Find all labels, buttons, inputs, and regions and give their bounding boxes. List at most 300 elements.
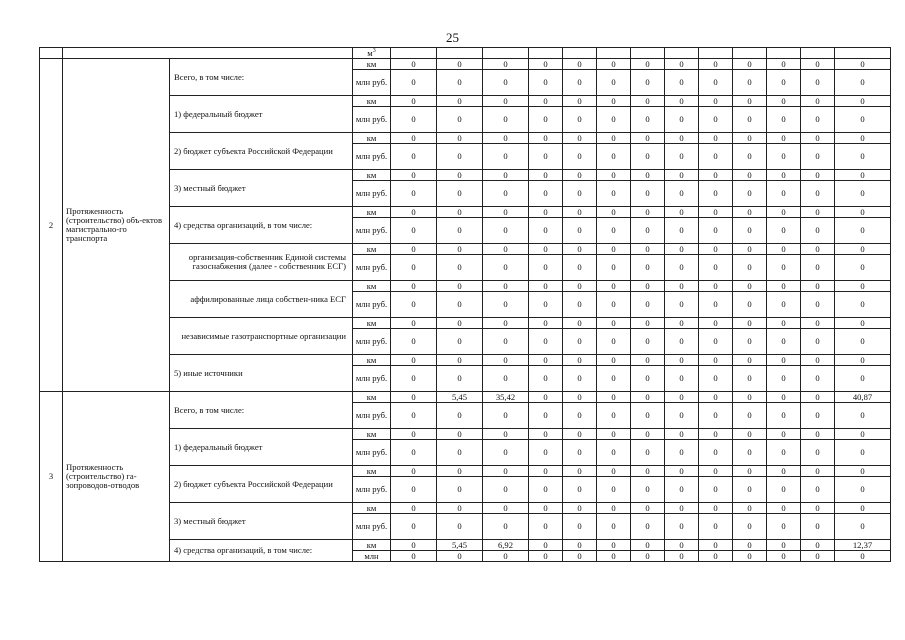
table-row bbox=[40, 59, 891, 70]
value-cell: 0 bbox=[767, 429, 801, 440]
value-cell: 0 bbox=[733, 170, 767, 181]
value-cell: 0 bbox=[391, 440, 437, 466]
value-cell: 0 bbox=[483, 107, 529, 133]
value-cell: 0 bbox=[733, 144, 767, 170]
value-cell: 0 bbox=[529, 403, 563, 429]
value-cell: 0 bbox=[801, 96, 835, 107]
value-cell: 0 bbox=[483, 355, 529, 366]
value-cell: 0 bbox=[597, 514, 631, 540]
value-cell: 0 bbox=[767, 244, 801, 255]
value-cell: 0 bbox=[437, 366, 483, 392]
value-cell: 0 bbox=[733, 318, 767, 329]
unit-mln-rub: млн руб. bbox=[353, 218, 391, 244]
value-cell: 0 bbox=[391, 551, 437, 562]
value-cell: 0 bbox=[483, 477, 529, 503]
value-cell: 0 bbox=[801, 355, 835, 366]
value-cell: 0 bbox=[391, 477, 437, 503]
value-cell: 0 bbox=[767, 318, 801, 329]
value-cell: 0 bbox=[597, 355, 631, 366]
value-cell: 0 bbox=[563, 392, 597, 403]
value-cell: 6,92 bbox=[483, 540, 529, 551]
value-cell: 0 bbox=[801, 218, 835, 244]
value-cell: 0 bbox=[665, 366, 699, 392]
value-cell: 0 bbox=[597, 366, 631, 392]
value-cell: 0 bbox=[835, 107, 891, 133]
value-cell: 0 bbox=[597, 59, 631, 70]
value-cell: 0 bbox=[483, 503, 529, 514]
value-cell: 0 bbox=[529, 329, 563, 355]
value-cell: 0 bbox=[391, 59, 437, 70]
header-value-cell bbox=[665, 48, 699, 59]
value-cell: 0 bbox=[597, 477, 631, 503]
value-cell: 0 bbox=[767, 514, 801, 540]
value-cell: 0 bbox=[699, 170, 733, 181]
value-cell: 0 bbox=[767, 144, 801, 170]
value-cell: 0 bbox=[767, 133, 801, 144]
unit-km: км bbox=[353, 466, 391, 477]
value-cell: 0 bbox=[563, 514, 597, 540]
value-cell: 0 bbox=[483, 218, 529, 244]
value-cell: 0 bbox=[699, 551, 733, 562]
value-cell: 0 bbox=[597, 107, 631, 133]
value-cell: 0 bbox=[391, 144, 437, 170]
value-cell: 0 bbox=[631, 477, 665, 503]
value-cell: 0 bbox=[563, 107, 597, 133]
value-cell: 0 bbox=[801, 207, 835, 218]
value-cell: 0 bbox=[835, 96, 891, 107]
value-cell: 0 bbox=[665, 181, 699, 207]
value-cell: 0 bbox=[529, 181, 563, 207]
value-cell: 0 bbox=[437, 59, 483, 70]
value-cell: 0 bbox=[563, 366, 597, 392]
value-cell: 0 bbox=[391, 281, 437, 292]
value-cell: 0 bbox=[391, 318, 437, 329]
value-cell: 0 bbox=[835, 355, 891, 366]
value-cell: 0 bbox=[563, 70, 597, 96]
value-cell: 0 bbox=[437, 503, 483, 514]
value-cell: 0 bbox=[437, 181, 483, 207]
value-cell: 0 bbox=[767, 59, 801, 70]
value-cell: 0 bbox=[733, 96, 767, 107]
value-cell: 0 bbox=[733, 244, 767, 255]
value-cell: 0 bbox=[483, 133, 529, 144]
header-value-cell bbox=[483, 48, 529, 59]
header-row bbox=[40, 48, 891, 59]
funding-source: организация-собственник Единой системы газоснабжения (далее - собственник ЕСГ) bbox=[170, 244, 353, 281]
value-cell: 0 bbox=[483, 255, 529, 281]
value-cell: 0 bbox=[699, 144, 733, 170]
value-cell: 0 bbox=[529, 255, 563, 281]
value-cell: 0 bbox=[835, 292, 891, 318]
value-cell: 0 bbox=[483, 144, 529, 170]
value-cell: 0 bbox=[437, 281, 483, 292]
value-cell: 0 bbox=[767, 329, 801, 355]
value-cell: 0 bbox=[835, 466, 891, 477]
value-cell: 0 bbox=[733, 355, 767, 366]
value-cell: 0 bbox=[699, 181, 733, 207]
value-cell: 0 bbox=[835, 218, 891, 244]
value-cell: 0 bbox=[391, 355, 437, 366]
value-cell: 0 bbox=[437, 244, 483, 255]
header-unit-label: м bbox=[367, 47, 373, 58]
value-cell: 0 bbox=[699, 244, 733, 255]
value-cell: 0 bbox=[801, 181, 835, 207]
value-cell: 0 bbox=[733, 133, 767, 144]
value-cell: 0 bbox=[597, 392, 631, 403]
value-cell: 0 bbox=[733, 551, 767, 562]
value-cell: 0 bbox=[437, 207, 483, 218]
value-cell: 0 bbox=[437, 107, 483, 133]
header-value-cell bbox=[733, 48, 767, 59]
header-cell-indicator bbox=[63, 48, 353, 59]
value-cell: 0 bbox=[733, 70, 767, 96]
value-cell: 0 bbox=[835, 503, 891, 514]
funding-source: 1) федеральный бюджет bbox=[170, 429, 353, 466]
value-cell: 0 bbox=[801, 244, 835, 255]
value-cell: 0 bbox=[699, 503, 733, 514]
value-cell: 0 bbox=[529, 429, 563, 440]
value-cell: 0 bbox=[767, 551, 801, 562]
value-cell: 40,87 bbox=[835, 392, 891, 403]
value-cell: 0 bbox=[665, 96, 699, 107]
value-cell: 0 bbox=[597, 281, 631, 292]
value-cell: 0 bbox=[631, 514, 665, 540]
value-cell: 0 bbox=[665, 318, 699, 329]
value-cell: 0 bbox=[733, 207, 767, 218]
unit-mln-rub: млн руб. bbox=[353, 440, 391, 466]
value-cell: 0 bbox=[665, 551, 699, 562]
value-cell: 0 bbox=[597, 170, 631, 181]
value-cell: 0 bbox=[733, 329, 767, 355]
value-cell: 0 bbox=[665, 144, 699, 170]
value-cell: 0 bbox=[563, 540, 597, 551]
value-cell: 0 bbox=[437, 255, 483, 281]
unit-mln-rub: млн руб. bbox=[353, 255, 391, 281]
value-cell: 0 bbox=[665, 107, 699, 133]
value-cell: 0 bbox=[733, 181, 767, 207]
value-cell: 0 bbox=[733, 107, 767, 133]
value-cell: 0 bbox=[597, 540, 631, 551]
header-unit-superscript: 3 bbox=[372, 47, 376, 54]
value-cell: 0 bbox=[801, 318, 835, 329]
value-cell: 0 bbox=[631, 59, 665, 70]
value-cell: 0 bbox=[699, 366, 733, 392]
value-cell: 0 bbox=[529, 59, 563, 70]
value-cell: 0 bbox=[631, 144, 665, 170]
unit-mln-rub: млн руб. bbox=[353, 70, 391, 96]
value-cell: 0 bbox=[631, 292, 665, 318]
value-cell: 0 bbox=[391, 218, 437, 244]
funding-source: Всего, в том числе: bbox=[170, 392, 353, 429]
value-cell: 0 bbox=[835, 514, 891, 540]
value-cell: 0 bbox=[665, 540, 699, 551]
value-cell: 0 bbox=[733, 255, 767, 281]
value-cell: 0 bbox=[597, 133, 631, 144]
value-cell: 0 bbox=[483, 366, 529, 392]
value-cell: 0 bbox=[835, 70, 891, 96]
value-cell: 0 bbox=[835, 429, 891, 440]
unit-km: км bbox=[353, 392, 391, 403]
value-cell: 0 bbox=[631, 466, 665, 477]
value-cell: 0 bbox=[699, 133, 733, 144]
value-cell: 0 bbox=[563, 133, 597, 144]
value-cell: 0 bbox=[801, 503, 835, 514]
value-cell: 0 bbox=[835, 403, 891, 429]
value-cell: 0 bbox=[733, 59, 767, 70]
funding-source: аффилированные лица собствен-ника ЕСГ bbox=[170, 281, 353, 318]
value-cell: 0 bbox=[665, 244, 699, 255]
value-cell: 0 bbox=[437, 429, 483, 440]
value-cell: 0 bbox=[665, 355, 699, 366]
value-cell: 0 bbox=[699, 540, 733, 551]
value-cell: 0 bbox=[801, 551, 835, 562]
funding-source: независимые газотранспортные организации bbox=[170, 318, 353, 355]
header-value-cell bbox=[391, 48, 437, 59]
unit-mln bbox=[353, 551, 391, 562]
value-cell: 0 bbox=[483, 207, 529, 218]
value-cell: 0 bbox=[631, 181, 665, 207]
value-cell: 0 bbox=[391, 514, 437, 540]
value-cell: 0 bbox=[767, 477, 801, 503]
value-cell: 0 bbox=[563, 244, 597, 255]
value-cell: 0 bbox=[801, 429, 835, 440]
unit-mln-label: млн bbox=[364, 550, 379, 561]
unit-km: км bbox=[353, 96, 391, 107]
value-cell: 0 bbox=[631, 96, 665, 107]
value-cell: 0 bbox=[597, 551, 631, 562]
value-cell: 0 bbox=[597, 292, 631, 318]
value-cell: 0 bbox=[597, 96, 631, 107]
funding-source: 2) бюджет субъекта Российской Федерации bbox=[170, 133, 353, 170]
value-cell: 0 bbox=[437, 318, 483, 329]
value-cell: 0 bbox=[597, 503, 631, 514]
header-value-cell bbox=[767, 48, 801, 59]
value-cell: 0 bbox=[665, 133, 699, 144]
value-cell: 0 bbox=[801, 170, 835, 181]
value-cell: 0 bbox=[437, 403, 483, 429]
value-cell: 0 bbox=[437, 514, 483, 540]
value-cell: 0 bbox=[391, 540, 437, 551]
value-cell: 0 bbox=[529, 292, 563, 318]
value-cell: 0 bbox=[733, 503, 767, 514]
value-cell: 0 bbox=[835, 255, 891, 281]
value-cell: 0 bbox=[801, 255, 835, 281]
value-cell: 0 bbox=[437, 329, 483, 355]
value-cell: 0 bbox=[597, 218, 631, 244]
value-cell: 0 bbox=[563, 551, 597, 562]
value-cell: 0 bbox=[563, 329, 597, 355]
unit-km: км bbox=[353, 540, 391, 551]
value-cell: 0 bbox=[437, 466, 483, 477]
value-cell: 5,45 bbox=[437, 540, 483, 551]
value-cell: 0 bbox=[391, 403, 437, 429]
value-cell: 0 bbox=[665, 392, 699, 403]
value-cell: 0 bbox=[665, 514, 699, 540]
value-cell: 0 bbox=[631, 392, 665, 403]
value-cell: 0 bbox=[631, 170, 665, 181]
value-cell: 0 bbox=[835, 318, 891, 329]
value-cell: 0 bbox=[529, 244, 563, 255]
value-cell: 0 bbox=[437, 218, 483, 244]
value-cell: 0 bbox=[733, 440, 767, 466]
value-cell: 12,37 bbox=[835, 540, 891, 551]
value-cell: 0 bbox=[767, 255, 801, 281]
page-number: 25 bbox=[446, 30, 459, 45]
value-cell: 0 bbox=[483, 244, 529, 255]
value-cell: 0 bbox=[391, 429, 437, 440]
header-value-cell bbox=[631, 48, 665, 59]
unit-km: км bbox=[353, 318, 391, 329]
value-cell: 0 bbox=[391, 466, 437, 477]
value-cell: 0 bbox=[529, 366, 563, 392]
value-cell: 0 bbox=[483, 181, 529, 207]
value-cell: 0 bbox=[563, 466, 597, 477]
value-cell: 0 bbox=[699, 355, 733, 366]
header-value-cell bbox=[529, 48, 563, 59]
value-cell: 0 bbox=[529, 551, 563, 562]
value-cell: 0 bbox=[801, 540, 835, 551]
value-cell: 0 bbox=[665, 281, 699, 292]
value-cell: 0 bbox=[835, 281, 891, 292]
value-cell: 0 bbox=[767, 281, 801, 292]
value-cell: 0 bbox=[483, 329, 529, 355]
value-cell: 0 bbox=[631, 366, 665, 392]
value-cell: 0 bbox=[699, 207, 733, 218]
value-cell: 0 bbox=[597, 207, 631, 218]
value-cell: 0 bbox=[597, 255, 631, 281]
header-value-cell bbox=[801, 48, 835, 59]
value-cell: 0 bbox=[835, 207, 891, 218]
value-cell: 0 bbox=[767, 207, 801, 218]
value-cell: 0 bbox=[835, 59, 891, 70]
value-cell: 0 bbox=[631, 355, 665, 366]
value-cell: 0 bbox=[733, 429, 767, 440]
value-cell: 0 bbox=[529, 170, 563, 181]
value-cell: 0 bbox=[563, 281, 597, 292]
value-cell: 0 bbox=[563, 207, 597, 218]
value-cell: 0 bbox=[437, 70, 483, 96]
value-cell: 0 bbox=[835, 440, 891, 466]
value-cell: 0 bbox=[597, 329, 631, 355]
value-cell: 0 bbox=[483, 170, 529, 181]
value-cell: 0 bbox=[529, 355, 563, 366]
value-cell: 5,45 bbox=[437, 392, 483, 403]
value-cell: 0 bbox=[391, 181, 437, 207]
indicator-name: Протяженность (строительство) га-зопроводов-отводов bbox=[63, 392, 170, 562]
value-cell: 0 bbox=[767, 96, 801, 107]
value-cell: 0 bbox=[733, 540, 767, 551]
funding-source: 4) средства организаций, в том числе: bbox=[170, 207, 353, 244]
value-cell: 0 bbox=[563, 96, 597, 107]
value-cell: 0 bbox=[733, 281, 767, 292]
value-cell: 0 bbox=[391, 503, 437, 514]
funding-source: 4) средства организаций, в том числе: bbox=[170, 540, 353, 562]
value-cell: 0 bbox=[767, 107, 801, 133]
header-cell-no bbox=[40, 48, 63, 59]
value-cell: 0 bbox=[563, 144, 597, 170]
value-cell: 0 bbox=[835, 170, 891, 181]
unit-mln-rub: млн руб. bbox=[353, 292, 391, 318]
value-cell: 0 bbox=[733, 218, 767, 244]
header-value-cell bbox=[597, 48, 631, 59]
value-cell: 0 bbox=[699, 318, 733, 329]
funding-source: Всего, в том числе: bbox=[170, 59, 353, 96]
value-cell: 0 bbox=[767, 503, 801, 514]
value-cell: 0 bbox=[483, 403, 529, 429]
value-cell: 0 bbox=[483, 466, 529, 477]
value-cell: 0 bbox=[437, 551, 483, 562]
value-cell: 0 bbox=[529, 133, 563, 144]
value-cell: 0 bbox=[529, 218, 563, 244]
value-cell: 0 bbox=[483, 429, 529, 440]
value-cell: 0 bbox=[801, 70, 835, 96]
value-cell: 0 bbox=[767, 181, 801, 207]
unit-km: км bbox=[353, 503, 391, 514]
value-cell: 0 bbox=[563, 355, 597, 366]
value-cell: 0 bbox=[483, 292, 529, 318]
value-cell: 0 bbox=[699, 218, 733, 244]
unit-mln-rub: млн руб. bbox=[353, 514, 391, 540]
value-cell: 35,42 bbox=[483, 392, 529, 403]
value-cell: 0 bbox=[391, 292, 437, 318]
value-cell: 0 bbox=[563, 503, 597, 514]
value-cell: 0 bbox=[563, 181, 597, 207]
value-cell: 0 bbox=[529, 440, 563, 466]
unit-mln-rub: млн руб. bbox=[353, 329, 391, 355]
value-cell: 0 bbox=[563, 477, 597, 503]
value-cell: 0 bbox=[529, 70, 563, 96]
value-cell: 0 bbox=[529, 207, 563, 218]
value-cell: 0 bbox=[391, 133, 437, 144]
value-cell: 0 bbox=[835, 144, 891, 170]
value-cell: 0 bbox=[563, 255, 597, 281]
budget-table bbox=[39, 47, 891, 562]
value-cell: 0 bbox=[767, 540, 801, 551]
value-cell: 0 bbox=[391, 170, 437, 181]
value-cell: 0 bbox=[699, 514, 733, 540]
value-cell: 0 bbox=[733, 477, 767, 503]
value-cell: 0 bbox=[631, 329, 665, 355]
value-cell: 0 bbox=[391, 255, 437, 281]
value-cell: 0 bbox=[597, 144, 631, 170]
value-cell: 0 bbox=[801, 329, 835, 355]
value-cell: 0 bbox=[529, 96, 563, 107]
value-cell: 0 bbox=[767, 366, 801, 392]
value-cell: 0 bbox=[597, 244, 631, 255]
value-cell: 0 bbox=[563, 292, 597, 318]
value-cell: 0 bbox=[597, 466, 631, 477]
value-cell: 0 bbox=[767, 355, 801, 366]
value-cell: 0 bbox=[733, 403, 767, 429]
value-cell: 0 bbox=[631, 429, 665, 440]
value-cell: 0 bbox=[483, 281, 529, 292]
indicator-name: Протяженность (строительство) объ-ектов магистрально-го транспорта bbox=[63, 59, 170, 392]
value-cell: 0 bbox=[835, 551, 891, 562]
value-cell: 0 bbox=[631, 107, 665, 133]
table-row bbox=[40, 392, 891, 403]
value-cell: 0 bbox=[767, 292, 801, 318]
row-number: 2 bbox=[40, 59, 63, 392]
unit-mln-rub: млн руб. bbox=[353, 107, 391, 133]
value-cell: 0 bbox=[483, 551, 529, 562]
value-cell: 0 bbox=[529, 281, 563, 292]
value-cell: 0 bbox=[801, 440, 835, 466]
value-cell: 0 bbox=[597, 181, 631, 207]
value-cell: 0 bbox=[529, 540, 563, 551]
value-cell: 0 bbox=[801, 133, 835, 144]
unit-mln-rub: млн руб. bbox=[353, 403, 391, 429]
value-cell: 0 bbox=[767, 70, 801, 96]
